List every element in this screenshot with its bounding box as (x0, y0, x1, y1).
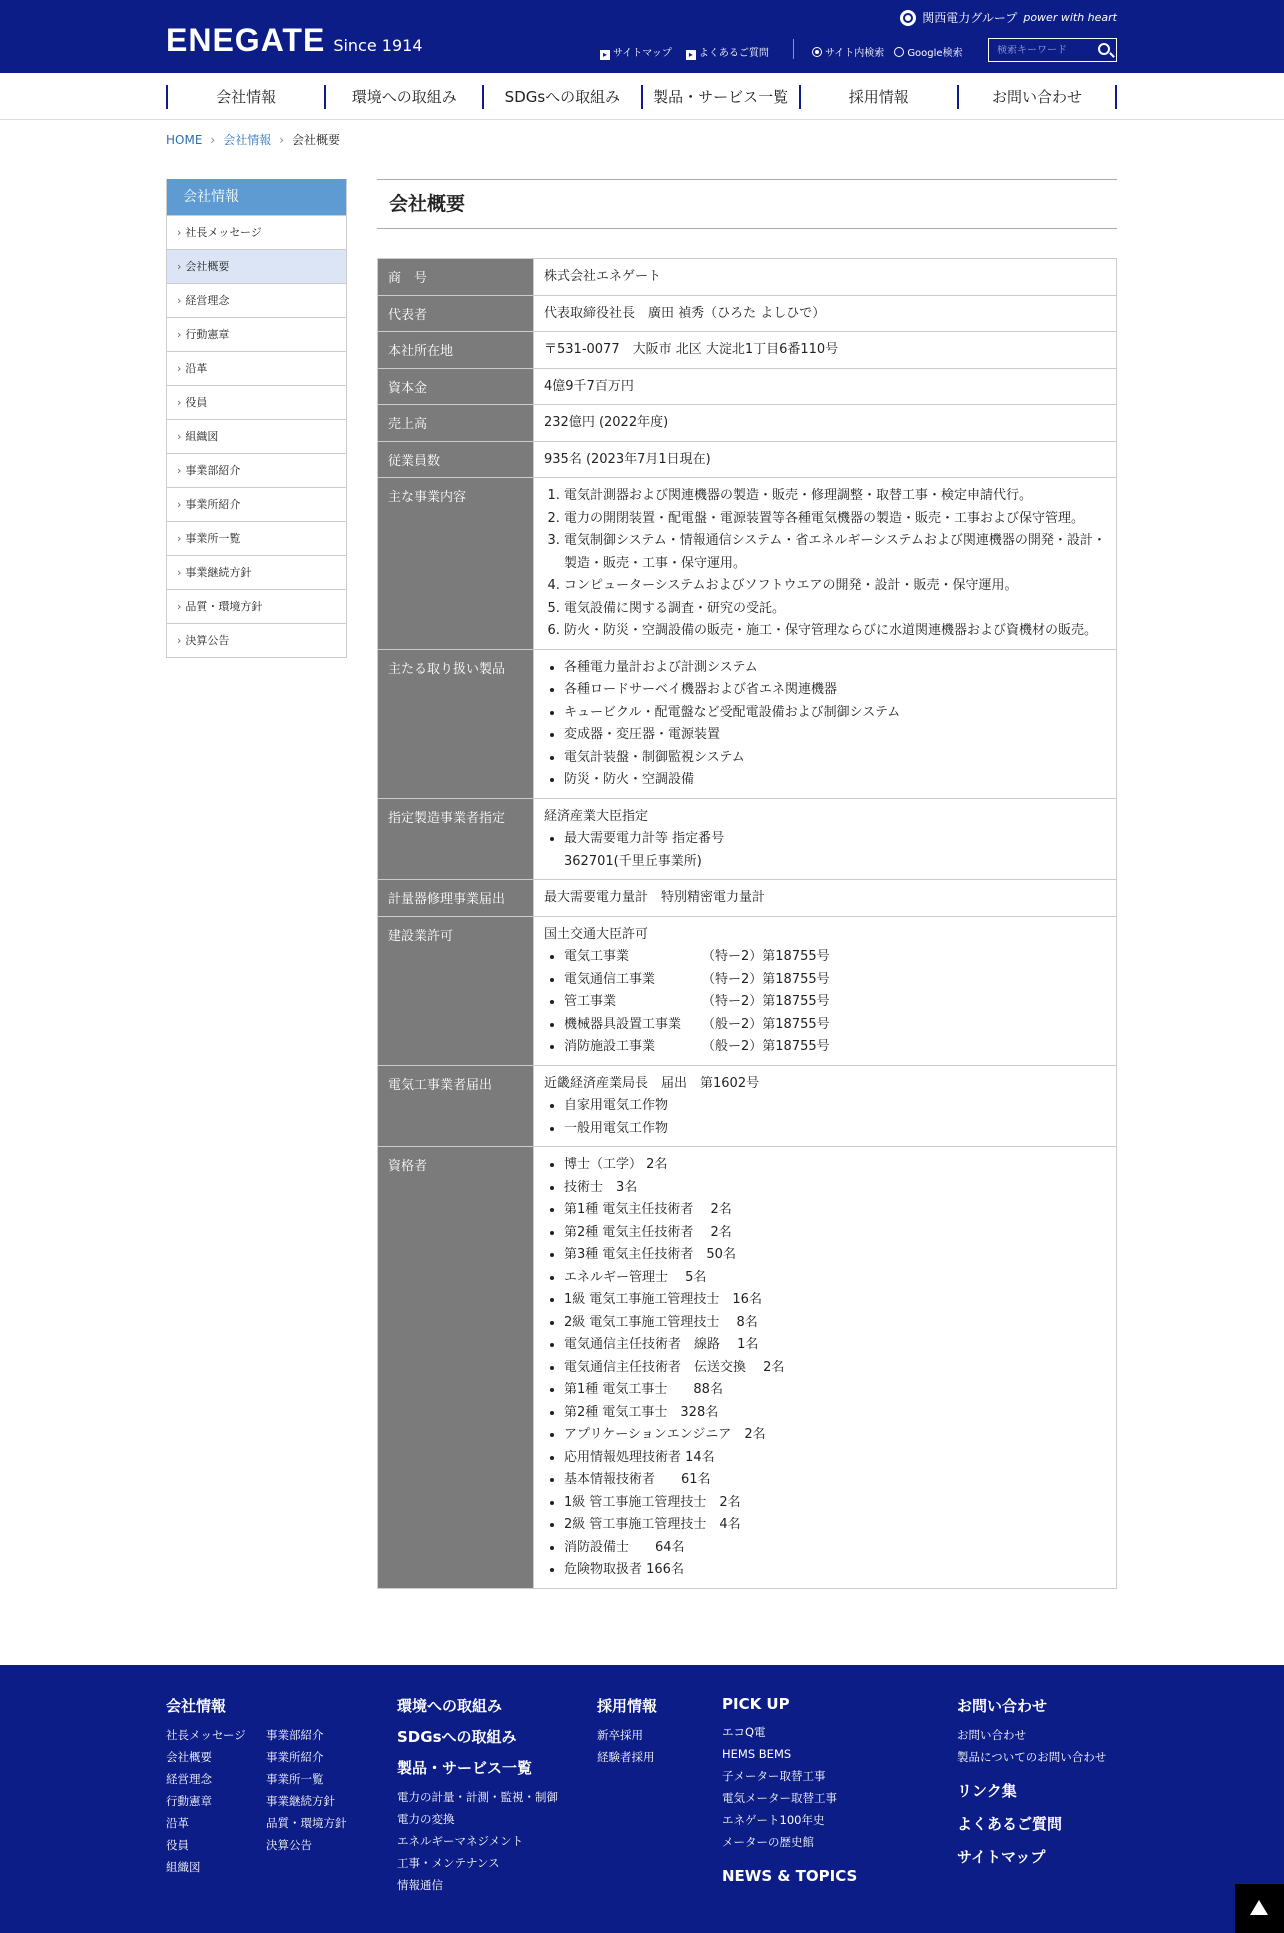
radio-unchecked-icon (894, 47, 904, 57)
list-item: • 各種電力量計および計測システム (564, 657, 1106, 680)
arrow-icon: ▸ (600, 50, 610, 60)
list-item: • 第3種 電気主任技術者 50名 (564, 1244, 1106, 1267)
footer-link[interactable]: エネルギーマネジメント (397, 1834, 524, 1848)
row-header: 電気工事業者届出 (378, 1065, 534, 1147)
footer-link[interactable]: 沿革 (166, 1816, 189, 1830)
sidebar-item[interactable]: › 経営理念 (167, 283, 346, 317)
footer-link[interactable]: 工事・メンテナンス (397, 1856, 500, 1870)
sidebar-title[interactable]: 会社情報 (167, 179, 346, 215)
breadcrumb-home[interactable]: HOME (166, 132, 203, 147)
sidebar-item[interactable]: › 行動憲章 (167, 317, 346, 351)
footer-link[interactable]: 製品についてのお問い合わせ (957, 1750, 1107, 1764)
list-item: • 消防設備士 64名 (564, 1537, 1106, 1560)
footer-heading[interactable]: PICK UP (722, 1695, 790, 1713)
footer-link[interactable]: 役員 (166, 1838, 189, 1852)
list-item: 4. コンピューターシステムおよびソフトウエアの開発・設計・販売・保守運用。 (564, 575, 1106, 598)
list-item: • 最大需要電力計等 指定番号 362701(千里丘事業所) (564, 828, 1106, 873)
row-lead: 経済産業大臣指定 (544, 808, 649, 824)
footer-contact (957, 1695, 1106, 1875)
list-item: • 電気通信主任技術者 線路 1名 (564, 1334, 1106, 1357)
row-header: 資格者 (378, 1147, 534, 1589)
footer-link[interactable]: 子メーター取替工事 (722, 1769, 826, 1783)
radio-google-search[interactable]: Google検索 (894, 44, 962, 59)
breadcrumb-current: 会社概要 (292, 133, 341, 147)
table-row (378, 295, 1117, 332)
list-item: • 第1種 電気工事士 88名 (564, 1379, 1106, 1402)
search-input[interactable] (989, 45, 1089, 56)
footer-heading[interactable]: 製品・サービス一覧 (397, 1759, 533, 1777)
sidebar-item[interactable]: › 社長メッセージ (167, 215, 346, 249)
footer-pickup (722, 1695, 857, 1893)
site-footer (0, 1665, 1284, 1933)
page-top-button[interactable] (1235, 1884, 1284, 1933)
footer-link[interactable]: 事業継続方針 (266, 1794, 335, 1808)
sitemap-link[interactable]: ▸ サイトマップ (600, 44, 672, 60)
list-item: • 機械器具設置工事業 （般ー2）第18755号 (564, 1014, 1106, 1037)
footer-link[interactable]: 社長メッセージ (166, 1728, 246, 1742)
row-value: 232億円 (2022年度) (534, 405, 1117, 442)
table-row (378, 332, 1117, 369)
logo-since: Since 1914 (333, 36, 423, 55)
header-divider (793, 39, 794, 59)
sidebar-item[interactable]: › 事業所紹介 (167, 487, 346, 521)
footer-heading[interactable]: NEWS & TOPICS (722, 1867, 858, 1885)
row-lead: 近畿経済産業局長 届出 第1602号 (544, 1075, 760, 1091)
company-profile-table (377, 258, 1117, 1589)
row-header: 従業員数 (378, 441, 534, 478)
radio-checked-icon (812, 47, 822, 57)
footer-link[interactable]: 決算公告 (266, 1838, 312, 1852)
list-item: • 防災・防火・空調設備 (564, 769, 1106, 792)
row-header: 代表者 (378, 295, 534, 332)
row-lead: 国土交通大臣許可 (544, 926, 649, 942)
footer-company (166, 1695, 366, 1878)
global-nav (0, 73, 1284, 120)
table-row (378, 405, 1117, 442)
search-scope (812, 44, 963, 59)
arrow-icon: ▸ (686, 50, 696, 60)
footer-heading[interactable]: お問い合わせ (957, 1697, 1048, 1715)
chevron-right-icon: › (210, 132, 216, 147)
list-item: 5. 電気設備に関する調査・研究の受託。 (564, 598, 1106, 621)
list-item: 2. 電力の開閉装置・配電盤・電源装置等各種電気機器の製造・販売・工事および保守管理。 (564, 508, 1106, 531)
footer-heading[interactable]: リンク集 (957, 1782, 1017, 1800)
table-row (378, 259, 1117, 296)
list-item: • 第2種 電気工事士 328名 (564, 1402, 1106, 1425)
list-item: • 消防施設工事業 （般ー2）第18755号 (564, 1036, 1106, 1059)
footer-link[interactable]: 事業所一覧 (266, 1772, 324, 1786)
list-item: • 電気通信工事業 （特ー2）第18755号 (564, 969, 1106, 992)
row-value: 935名 (2023年7月1日現在) (534, 441, 1117, 478)
sidebar-item[interactable]: › 事業所一覧 (167, 521, 346, 555)
footer-link[interactable]: 事業所紹介 (266, 1750, 324, 1764)
logo-text: ENEGATE (166, 22, 326, 58)
nav-products[interactable]: 製品・サービス一覧 (643, 85, 801, 109)
row-value (534, 649, 1117, 798)
footer-link[interactable]: HEMS BEMS (722, 1747, 792, 1761)
sidebar-item-current[interactable]: › 会社概要 (167, 249, 346, 283)
row-value (534, 1065, 1117, 1147)
list-item: 1. 電気計測器および関連機器の製造・販売・修理調整・取替工事・検定申請代行。 (564, 485, 1106, 508)
list-item: 3. 電気制御システム・情報通信システム・省エネルギーシステムおよび関連機器の開発・設計・製造・販売・工事・保守運用。 (564, 530, 1106, 575)
row-value: 4億9千7百万円 (534, 368, 1117, 405)
qualifications-list (544, 1154, 1106, 1582)
faq-link[interactable]: ▸ よくあるご質問 (686, 44, 769, 60)
sidebar (166, 179, 347, 658)
footer-heading[interactable]: よくあるご質問 (957, 1815, 1063, 1833)
list-item: • 1級 管工事施工管理技士 2名 (564, 1492, 1106, 1515)
nav-environment[interactable]: 環境への取組み (326, 85, 484, 109)
footer-link[interactable]: メーターの歴史館 (722, 1835, 814, 1849)
footer-link[interactable]: 電力の計量・計測・監視・制御 (397, 1790, 558, 1804)
row-value (534, 798, 1117, 880)
footer-link[interactable]: 電気メーター取替工事 (722, 1791, 837, 1805)
row-value: 最大需要電力量計 特別精密電力量計 (534, 880, 1117, 917)
list-item: • 第1種 電気主任技術者 2名 (564, 1199, 1106, 1222)
footer-recruit (597, 1695, 657, 1768)
footer-link[interactable]: エコQ電 (722, 1725, 766, 1739)
table-row (378, 368, 1117, 405)
footer-env-products (397, 1695, 558, 1896)
table-row (378, 916, 1117, 1065)
list-item: • 1級 電気工事施工管理技士 16名 (564, 1289, 1106, 1312)
list-item: • 基本情報技術者 61名 (564, 1469, 1106, 1492)
table-row (378, 478, 1117, 650)
business-list (544, 485, 1106, 643)
breadcrumb-company[interactable]: 会社情報 (223, 133, 272, 147)
table-row (378, 798, 1117, 880)
list-item: • 応用情報処理技術者 14名 (564, 1447, 1106, 1470)
group-name: 関西電力グループ (922, 11, 1018, 25)
row-value (534, 1147, 1117, 1589)
footer-heading[interactable]: SDGsへの取組み (397, 1728, 517, 1746)
list-item: • 危険物取扱者 166名 (564, 1559, 1106, 1582)
main-content (377, 179, 1117, 1577)
list-item: • エネルギー管理士 5名 (564, 1267, 1106, 1290)
footer-link[interactable]: 品質・環境方針 (266, 1816, 347, 1830)
footer-heading[interactable]: 採用情報 (597, 1697, 658, 1715)
kepco-mark-icon (900, 10, 916, 26)
table-row (378, 649, 1117, 798)
list-item: 6. 防火・防災・空調設備の販売・施工・保守管理ならびに水道関連機器および資機材の販売。 (564, 620, 1106, 643)
footer-link[interactable]: 新卒採用 (597, 1728, 643, 1742)
page-title: 会社概要 (377, 179, 1117, 229)
list-item: • 博士（工学） 2名 (564, 1154, 1106, 1177)
list-item: • キュービクル・配電盤など受配電設備および制御システム (564, 702, 1106, 725)
site-header (0, 0, 1284, 73)
list-item: • 一般用電気工作物 (564, 1118, 1106, 1141)
breadcrumb (166, 131, 340, 148)
row-value (534, 478, 1117, 650)
footer-link[interactable]: 組織図 (166, 1860, 201, 1874)
nav-company[interactable]: 会社情報 (168, 85, 326, 109)
radio-site-search[interactable]: サイト内検索 (812, 44, 884, 59)
sidebar-item[interactable]: › 事業継続方針 (167, 555, 346, 589)
search-icon[interactable] (1098, 43, 1110, 55)
list-item: • アプリケーションエンジニア 2名 (564, 1424, 1106, 1447)
chevron-right-icon: › (279, 132, 285, 147)
site-logo[interactable] (166, 22, 423, 59)
row-value: 〒531-0077 大阪市 北区 大淀北1丁目6番110号 (534, 332, 1117, 369)
sidebar-item[interactable]: › 品質・環境方針 (167, 589, 346, 623)
row-header: 本社所在地 (378, 332, 534, 369)
footer-link[interactable]: 経営理念 (166, 1772, 212, 1786)
footer-link[interactable]: 情報通信 (397, 1878, 443, 1892)
footer-link[interactable]: お問い合わせ (957, 1728, 1026, 1742)
row-value (534, 916, 1117, 1065)
nav-contact[interactable]: お問い合わせ (959, 85, 1117, 109)
row-value: 株式会社エネゲート (534, 259, 1117, 296)
list-item: • 技術士 3名 (564, 1177, 1106, 1200)
list-item: • 電気通信主任技術者 伝送交換 2名 (564, 1357, 1106, 1380)
table-row (378, 880, 1117, 917)
row-header: 建設業許可 (378, 916, 534, 1065)
row-header: 主たる取り扱い製品 (378, 649, 534, 798)
sidebar-item[interactable]: › 事業部紹介 (167, 453, 346, 487)
footer-heading[interactable]: サイトマップ (957, 1848, 1046, 1866)
nav-sdgs[interactable]: SDGsへの取組み (484, 85, 642, 109)
row-value: 代表取締役社長 廣田 禎秀（ひろた よしひで） (534, 295, 1117, 332)
group-brand[interactable] (900, 9, 1117, 26)
footer-link[interactable]: 会社概要 (166, 1750, 212, 1764)
sidebar-item[interactable]: › 役員 (167, 385, 346, 419)
sidebar-item[interactable]: › 沿革 (167, 351, 346, 385)
table-row (378, 441, 1117, 478)
footer-heading[interactable]: 環境への取組み (397, 1697, 503, 1715)
sidebar-item[interactable]: › 決算公告 (167, 623, 346, 657)
row-header: 売上高 (378, 405, 534, 442)
row-header: 計量器修理事業届出 (378, 880, 534, 917)
footer-link[interactable]: 行動憲章 (166, 1794, 212, 1808)
table-row (378, 1065, 1117, 1147)
row-header: 資本金 (378, 368, 534, 405)
list-item: • 変成器・変圧器・電源装置 (564, 724, 1106, 747)
list-item: • 各種ロードサーベイ機器および省エネ関連機器 (564, 679, 1106, 702)
products-list (544, 657, 1106, 792)
list-item: • 第2種 電気主任技術者 2名 (564, 1222, 1106, 1245)
footer-link[interactable]: 電力の変換 (397, 1812, 455, 1826)
list-item: • 管工事業 （特ー2）第18755号 (564, 991, 1106, 1014)
footer-link[interactable]: 経験者採用 (597, 1750, 655, 1764)
list-item: • 電気計装盤・制御監視システム (564, 747, 1106, 770)
row-header: 商 号 (378, 259, 534, 296)
table-row (378, 1147, 1117, 1589)
list-item: • 自家用電気工作物 (564, 1095, 1106, 1118)
search-box (988, 38, 1117, 62)
list-item: • 2級 管工事施工管理技士 4名 (564, 1514, 1106, 1537)
header-links (600, 44, 769, 60)
footer-link[interactable]: 事業部紹介 (266, 1728, 324, 1742)
row-header: 主な事業内容 (378, 478, 534, 650)
list-item: • 電気工事業 （特ー2）第18755号 (564, 946, 1106, 969)
sidebar-item[interactable]: › 組織図 (167, 419, 346, 453)
nav-recruit[interactable]: 採用情報 (801, 85, 959, 109)
license-list (544, 946, 1106, 1059)
footer-link[interactable]: エネゲート100年史 (722, 1813, 825, 1827)
group-tagline: power with heart (1023, 11, 1117, 24)
footer-heading[interactable]: 会社情報 (166, 1697, 227, 1715)
list-item: • 2級 電気工事施工管理技士 8名 (564, 1312, 1106, 1335)
row-header: 指定製造事業者指定 (378, 798, 534, 880)
